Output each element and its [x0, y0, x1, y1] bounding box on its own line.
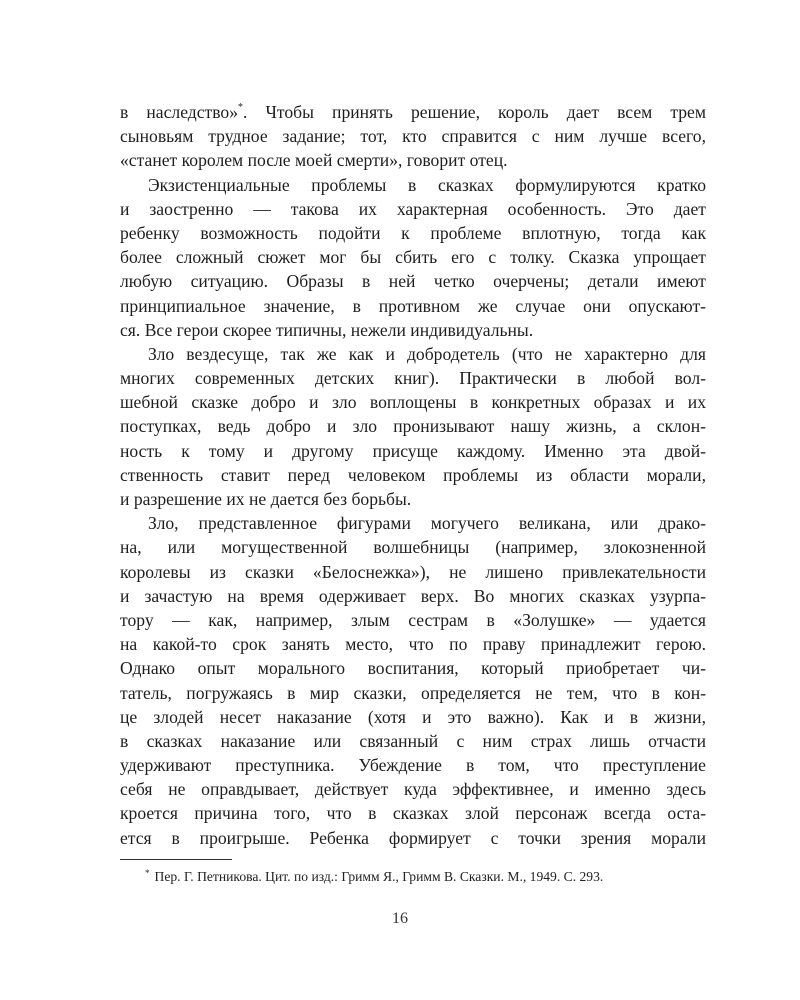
- text-line: более сложный сюжет мог бы сбить его с толку. Сказка упрощает: [120, 247, 706, 268]
- text-line: ственность ставит перед человеком проблемы из области морали,: [120, 464, 706, 485]
- footnote: [145, 864, 603, 886]
- footnote-mark: *: [145, 868, 150, 878]
- text-line: шебной сказке добро и зло воплощены в конкретных образах и их: [120, 392, 706, 413]
- footnote-text: Пер. Г. Петникова. Цит. по изд.: Гримм Я., Гримм В. Сказки. М., 1949. С. 293.: [154, 869, 604, 884]
- text-line: и заостренно — такова их характерная особенность. Это дает: [120, 198, 706, 219]
- text-line: кроется причина того, что в сказках злой персонаж всегда оста-: [120, 803, 706, 824]
- text-line: ся. Все герои скорее типичны, нежели индивидуальны.: [120, 319, 534, 340]
- paragraph-start-line: Зло, представленное фигурами могучего великана, или драко-: [148, 513, 706, 534]
- footnote-reference: *: [238, 102, 244, 113]
- text-line: королевы из сказки «Белоснежка»), не лишено привлекательности: [120, 561, 706, 582]
- page-number: 16: [392, 910, 408, 927]
- text-line: в сказках наказание или связанный с ним страх лишь отчасти: [120, 730, 706, 751]
- text-line: «станет королем после моей смерти», говорит отец.: [120, 150, 508, 171]
- body-text: [120, 100, 706, 850]
- paragraph-start-line: Экзистенциальные проблемы в сказках формулируются кратко: [148, 174, 706, 195]
- text-line: ется в проигрыше. Ребенка формирует с точки зрения морали: [120, 827, 706, 848]
- text-line: на какой-то срок занять место, что по праву принадлежит герою.: [120, 634, 706, 655]
- text-line: и разрешение их не дается без борьбы.: [120, 489, 412, 509]
- paragraph-start-line: Зло вездесуще, так же как и добродетель (что не характерно для: [148, 343, 706, 364]
- text-line: сыновьям трудное задание; тот, кто справится с ним лучше всего,: [120, 126, 706, 147]
- text-line: многих современных детских книг). Практически в любой вол-: [120, 368, 706, 389]
- text-line: на, или могущественной волшебницы (например, злокозненной: [120, 537, 706, 558]
- text-line: Однако опыт морального воспитания, который приобретает чи-: [120, 658, 706, 679]
- text-line: тору — как, например, злым сестрам в «Золушке» — удается: [120, 609, 706, 630]
- text-line: ребенку возможность подойти к проблеме вплотную, тогда как: [120, 222, 706, 243]
- text-line: ность к тому и другому присуще каждому. Именно эта двой-: [120, 440, 706, 461]
- text-line: татель, погружаясь в мир сказки, определяется не тем, что в кон-: [120, 682, 706, 703]
- text-line: принципиальное значение, в противном же случае они опускают-: [120, 295, 706, 316]
- text-line: любую ситуацию. Образы в ней четко очерчены; детали имеют: [120, 271, 706, 292]
- text-line: и зачастую на время одерживает верх. Во многих сказках узурпа-: [120, 585, 706, 606]
- footnote-divider: [120, 859, 232, 860]
- text-line: удерживают преступника. Убеждение в том, что преступление: [120, 755, 706, 776]
- text-line: в наследство»*. Чтобы принять решение, король дает всем трем: [120, 102, 706, 122]
- text-line: себя не оправдывает, действует куда эффективнее, и именно здесь: [120, 779, 706, 800]
- text-line: це злодей несет наказание (хотя и это важно). Как и в жизни,: [120, 706, 706, 727]
- text-line: поступках, ведь добро и зло пронизывают нашу жизнь, а склон-: [120, 416, 706, 437]
